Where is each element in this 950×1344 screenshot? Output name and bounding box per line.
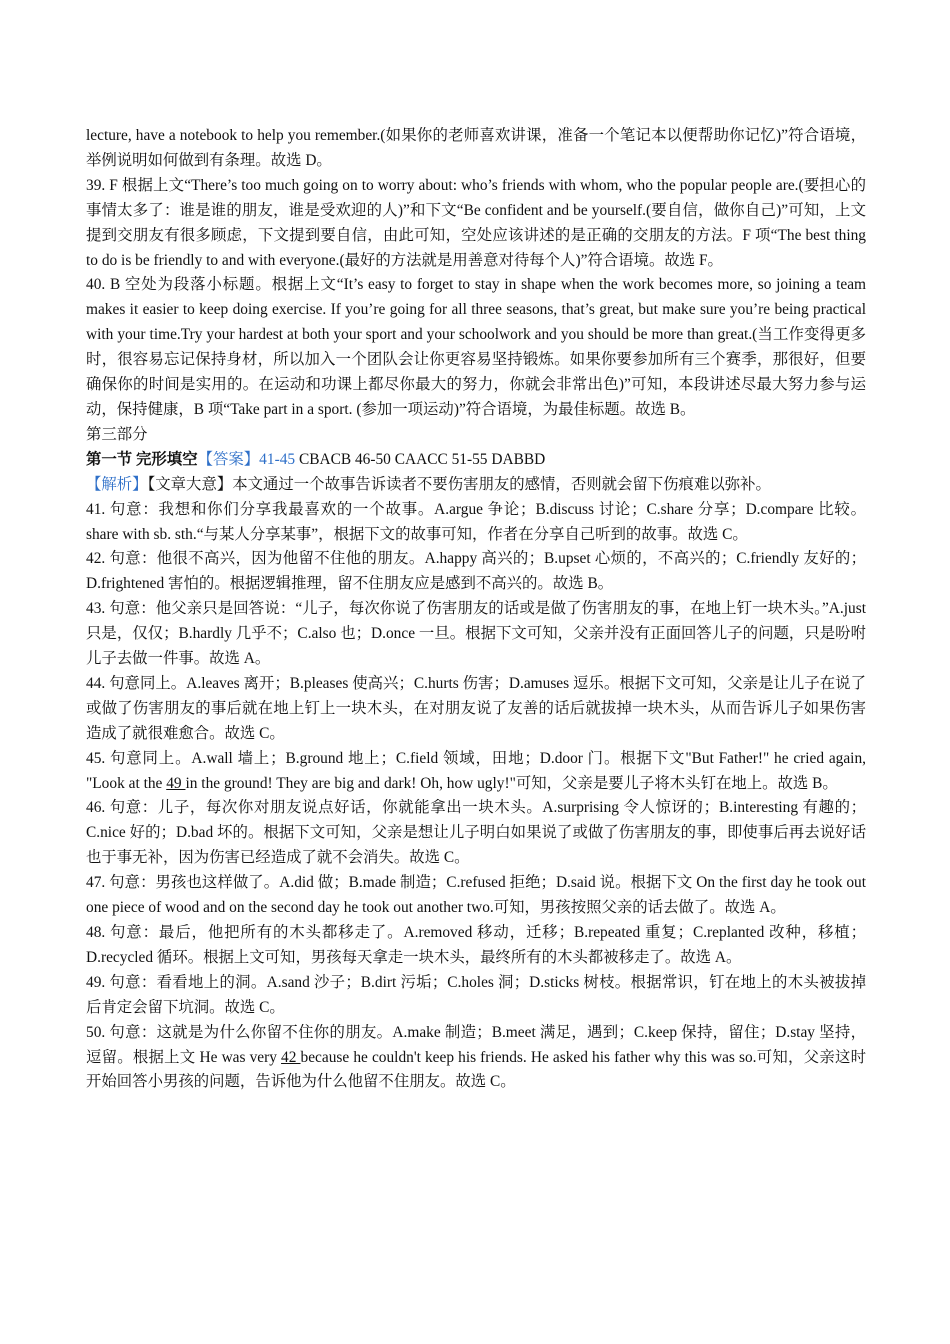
document-page	[86, 124, 866, 1095]
question-42: 42. 句意：他很不高兴，因为他留不住他的朋友。A.happy 高兴的；B.upset 心烦的，不高兴的；C.friendly 友好的；D.frightened 害怕的。根据逻辑推理，留不住朋友应是感到不高兴的。故选 B。	[86, 550, 866, 593]
paragraph-40: 40. B 空处为段落小标题。根据上文“It’s easy to forget to stay in shape when the work becomes more, so joining a team makes it easier to keep doing exercise. If you’re going for all three seasons, that’s great, but make sure you’re being practical with your time.Try your hardest at both your sport and your schoolwork and you should be more than great.(当工作变得更多时，很容易忘记保持身材，所以加入一个团队会让你更容易坚持锻炼。如果你要参加所有三个赛季，那很好，但要确保你的时间是实用的。在运动和功课上都尽你最大的努力，你就会非常出色)”可知，本段讲述尽最大努力参与运动，保持健康，B 项“Take part in a sport. (参加一项运动)”符合语境，为最佳标题。故选 B。	[86, 276, 866, 418]
paragraph-39: 39. F 根据上文“There’s too much going on to worry about: who’s friends with whom, who the popular people are.(要担心的事情太多了：谁是谁的朋友，谁是受欢迎的人)”和下文“Be confident and be yourself.(要自信，做你自己)”可知，上文提到交朋友有很多顾虑，下文提到要自信，由此可知，空处应该讲述的是正确的交朋友的方法。F 项“The best thing to do is be friendly to and with everyone.(最好的方法就是用善意对待每个人)”符合语境。故选 F。	[86, 176, 866, 269]
question-45-part-b: in the ground! They are big and dark! Oh, how ugly!"可知，父亲是要儿子将木头钉在地上。故选 B。	[185, 774, 838, 792]
part-three-heading: 第三部分	[86, 425, 148, 443]
question-50-part-b: because he couldn't keep his friends. He asked his father why this was so.可知，父亲这时开始回答小男孩的问题，告诉他为什么他留不住朋友。故选 C。	[86, 1048, 866, 1091]
blank-42: 42	[281, 1048, 301, 1066]
question-50-part-a: 50. 句意：这就是为什么你留不住你的朋友。A.make 制造；B.meet 满足，遇到；C.keep 保持，留住；D.stay 坚持，逗留。根据上文 He was very	[86, 1023, 866, 1066]
question-49: 49. 句意：看看地上的洞。A.sand 沙子；B.dirt 污垢；C.holes 洞；D.sticks 树枝。根据常识，钉在地上的木头被拔掉后肯定会留下坑洞。故选 C。	[86, 973, 866, 1016]
blank-49: 49	[166, 774, 186, 792]
question-45-part-a: 45. 句意同上。A.wall 墙上；B.ground 地上；C.field 领域，田地；D.door 门。根据下文"But Father!" he cried again, "Look at the	[86, 749, 866, 792]
question-43: 43. 句意：他父亲只是回答说：“儿子，每次你说了伤害朋友的话或是做了伤害朋友的事，在地上钉一块木头。”A.just 只是，仅仅；B.hardly 几乎不；C.also 也；D.once 一旦。根据下文可知，父亲并没有正面回答儿子的问题，只是吩咐儿子去做一件事。故选 A。	[86, 600, 866, 668]
cloze-answer-line	[86, 448, 866, 473]
question-41: 41. 句意：我想和你们分享我最喜欢的一个故事。A.argue 争论；B.discuss 讨论；C.share 分享；D.compare 比较。share with sb. sth.“与某人分享某事”，根据下文的故事可知，作者在分享自己听到的故事。故选 C。	[86, 500, 866, 543]
analysis-line	[86, 473, 866, 498]
answer-range: 41-45	[259, 450, 296, 468]
answer-keys: CBACB 46-50 CAACC 51-55 DABBD	[295, 450, 546, 468]
question-45	[86, 747, 866, 797]
answer-tag: 【答案】	[197, 450, 260, 468]
question-48: 48. 句意：最后，他把所有的木头都移走了。A.removed 移动，迁移；B.repeated 重复；C.replanted 改种，移植；D.recycled 循环。根据上文可知，男孩每天拿走一块木头，最终所有的木头都被移走了。故选 A。	[86, 924, 866, 966]
paragraph-38-end: lecture, have a notebook to help you remember.(如果你的老师喜欢讲课，准备一个笔记本以便帮助你记忆)”符合语境，举例说明如何做到有条理。故选 D。	[86, 127, 866, 169]
analysis-text: 【文章大意】本文通过一个故事告诉读者不要伤害朋友的感情，否则就会留下伤痕难以弥补。	[147, 475, 771, 493]
analysis-tag: 【解析】	[86, 475, 148, 493]
section-title: 第一节 完形填空	[86, 450, 198, 468]
question-44: 44. 句意同上。A.leaves 离开；B.pleases 使高兴；C.hurts 伤害；D.amuses 逗乐。根据下文可知，父亲是让儿子在说了或做了伤害朋友的事后就在地上钉上一块木头，在对朋友说了友善的话后就拔掉一块木头，从而告诉儿子如果伤害造成了就很难愈合。故选 C。	[86, 674, 866, 742]
question-47: 47. 句意：男孩也这样做了。A.did 做；B.made 制造；C.refused 拒绝；D.said 说。根据下文 On the first day he took out one piece of wood and on the second day he took out another two.可知，男孩按照父亲的话去做了。故选 A。	[86, 874, 866, 917]
question-46: 46. 句意：儿子，每次你对朋友说点好话，你就能拿出一块木头。A.surprising 令人惊讶的；B.interesting 有趣的；C.nice 好的；D.bad 坏的。根据下文可知，父亲是想让儿子明白如果说了或做了伤害朋友的事，即使事后再去说好话也于事无补，因为伤害已经造成了就不会消失。故选 C。	[86, 799, 866, 867]
question-50	[86, 1021, 866, 1096]
